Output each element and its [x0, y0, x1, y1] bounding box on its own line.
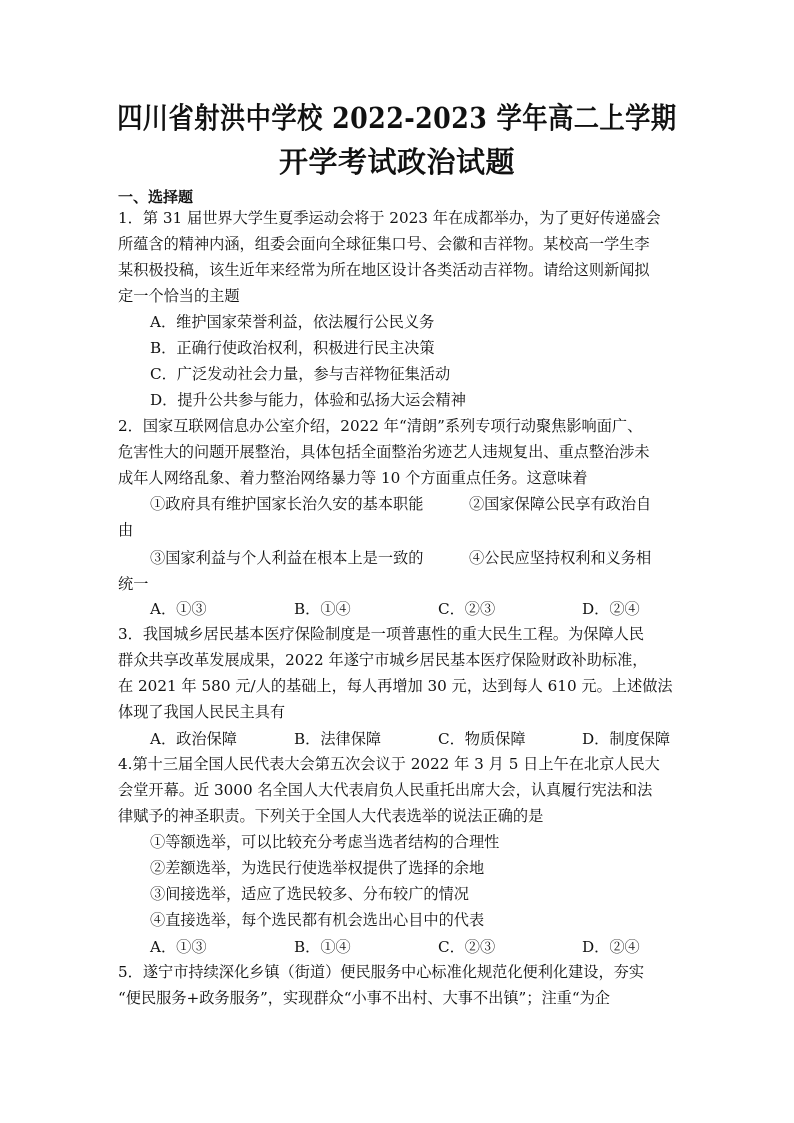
q3-stem-line: 体现了我国人民民主具有 — [118, 703, 286, 721]
exam-title-line1: 四川省射洪中学校 2022-2023 学年高二上学期 — [117, 101, 677, 135]
exam-title-line2: 开学考试政治试题 — [278, 145, 515, 179]
q3-stem-line: 3．我国城乡居民基本医疗保险制度是一项普惠性的重大民生工程。为保障人民 — [118, 625, 645, 643]
q1-option-b: B．正确行使政治权利，积极进行民主决策 — [150, 339, 435, 357]
q4-statement-line: ④直接选举，每个选民都有机会选出心目中的代表 — [150, 911, 485, 929]
q4-option-c: C．②③ — [438, 938, 496, 956]
q1-stem-line: 1．第 31 届世界大学生夏季运动会将于 2023 年在成都举办，为了更好传递盛会 — [118, 209, 661, 227]
q2-option-b: B．①④ — [294, 600, 351, 618]
q4-statement-line: ③间接选举，适应了选民较多、分布较广的情况 — [150, 885, 469, 903]
q2-option-c: C．②③ — [438, 600, 496, 618]
q2-statement-line: 统一 — [118, 575, 149, 593]
q4-option-d: D．②④ — [582, 938, 640, 956]
q3-stem-line: 群众共享改革发展成果，2022 年遂宁市城乡居民基本医疗保险财政补助标准， — [118, 651, 648, 669]
q4-stem-line: 4.第十三届全国人民代表大会第五次会议于 2022 年 3 月 5 日上午在北京人民大 — [118, 755, 660, 773]
q1-option-c: C．广泛发动社会力量，参与吉祥物征集活动 — [150, 365, 451, 383]
q2-statement-line: ①政府具有维护国家长治久安的基本职能 ②国家保障公民享有政治自 — [150, 495, 652, 513]
q3-option-b: B．法律保障 — [294, 730, 382, 748]
q1-stem-line: 某积极投稿，该生近年来经常为所在地区设计各类活动吉祥物。请给这则新闻拟 — [118, 261, 650, 279]
q2-stem-line: 2．国家互联网信息办公室介绍，2022 年“清朗”系列专项行动聚焦影响面广、 — [118, 417, 643, 435]
q2-option-d: D．②④ — [582, 600, 640, 618]
q1-option-a: A．维护国家荣誉利益，依法履行公民义务 — [150, 313, 435, 331]
q2-option-a: A．①③ — [150, 600, 207, 618]
q1-stem-line: 所蕴含的精神内涵，组委会面向全球征集口号、会徽和吉祥物。某校高一学生李 — [118, 235, 650, 253]
q2-stem-line: 危害性大的问题开展整治，具体包括全面整治劣迹艺人违规复出、重点整治涉未 — [118, 443, 650, 461]
q4-option-b: B．①④ — [294, 938, 351, 956]
q2-statement-line: ③国家利益与个人利益在根本上是一致的 ④公民应坚持权利和义务相 — [150, 549, 652, 567]
q2-statement-line: 由 — [118, 521, 134, 539]
q1-option-d: D．提升公共参与能力，体验和弘扬大运会精神 — [150, 391, 466, 409]
q2-stem-line: 成年人网络乱象、着力整治网络暴力等 10 个方面重点任务。这意味着 — [118, 469, 588, 487]
q4-stem-line: 会堂开幕。近 3000 名全国人大代表肩负人民重托出席大会，认真履行宪法和法 — [118, 781, 653, 799]
q4-statement-line: ①等额选举，可以比较充分考虑当选者结构的合理性 — [150, 833, 500, 851]
q3-option-c: C．物质保障 — [438, 730, 526, 748]
q3-option-d: D．制度保障 — [582, 730, 671, 748]
q1-stem-line: 定一个恰当的主题 — [118, 287, 240, 305]
section-heading: 一、选择题 — [118, 188, 194, 206]
q5-stem-line: “便民服务+政务服务”，实现群众“小事不出村、大事不出镇”；注重“为企 — [118, 989, 610, 1007]
q5-stem-line: 5．遂宁市持续深化乡镇（街道）便民服务中心标准化规范化便利化建设，夯实 — [118, 963, 645, 981]
q3-stem-line: 在 2021 年 580 元/人的基础上，每人再增加 30 元，达到每人 610 元。上述做法 — [118, 677, 673, 695]
q3-option-a: A．政治保障 — [150, 730, 237, 748]
q4-option-a: A．①③ — [150, 938, 207, 956]
q4-stem-line: 律赋予的神圣职责。下列关于全国人大代表选举的说法正确的是 — [118, 807, 544, 825]
q4-statement-line: ②差额选举，为选民行使选举权提供了选择的余地 — [150, 859, 485, 877]
